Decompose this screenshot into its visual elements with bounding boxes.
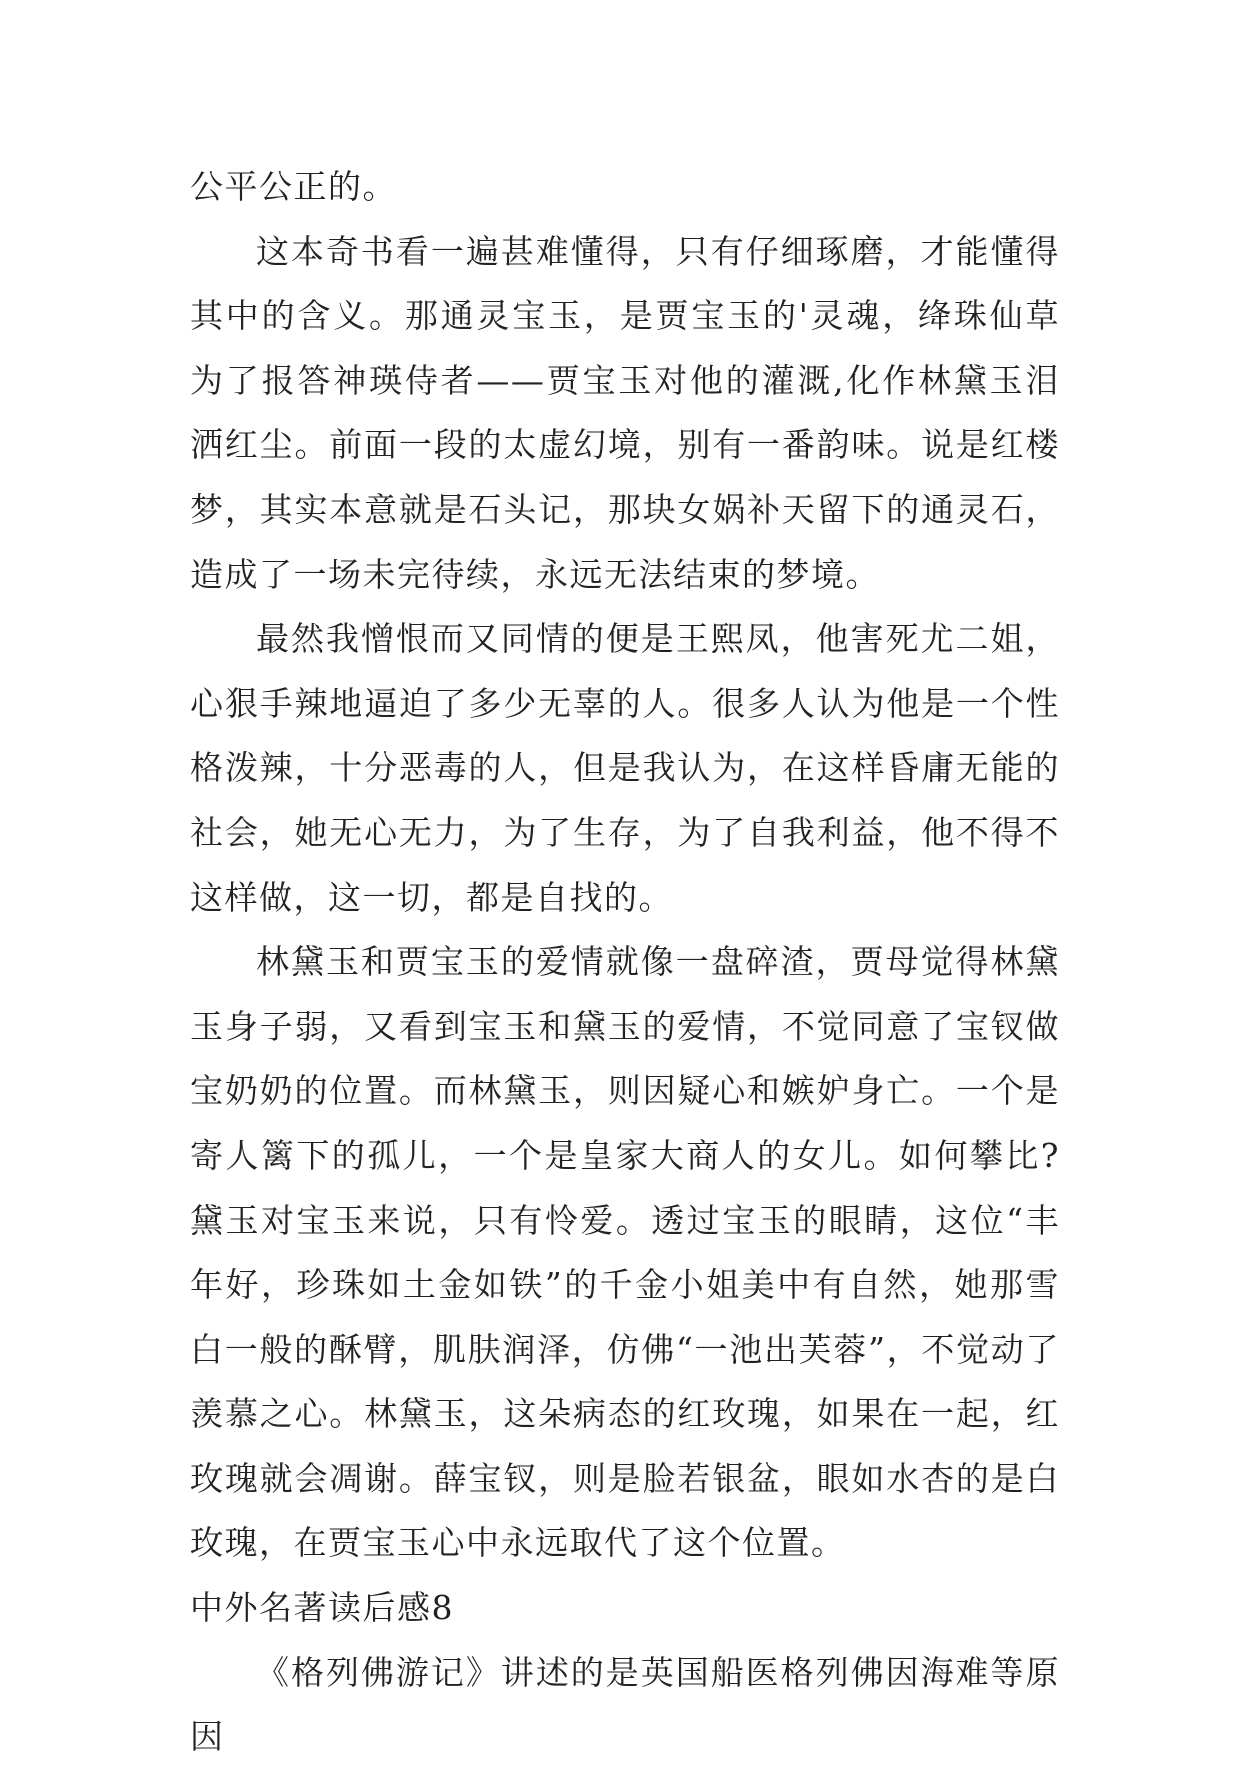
- paragraph-lin-daiyu: 林黛玉和贾宝玉的爱情就像一盘碎渣，贾母觉得林黛玉身子弱，又看到宝玉和黛玉的爱情，不觉同意了宝钗做宝奶奶的位置。而林黛玉，则因疑心和嫉妒身亡。一个是寄人篱下的孤儿，一个是皇家大商人的女儿。如何攀比?黛玉对宝玉来说，只有怜爱。透过宝玉的眼睛，这位“丰年好，珍珠如土金如铁”的千金小姐美中有自然，她那雪白一般的酥臂，肌肤润泽，仿佛“一池出芙蓉”，不觉动了羡慕之心。林黛玉，这朵病态的红玫瑰，如果在一起，红玫瑰就会凋谢。薛宝钗，则是脸若银盆，眼如水杏的是白玫瑰，在贾宝玉心中永远取代了这个位置。: [190, 942, 1060, 1563]
- document-body: [190, 155, 1060, 1770]
- paragraph-gulliver: 《格列佛游记》讲述的是英国船医格列佛因海难等原因: [190, 1652, 1060, 1757]
- paragraph-tongling-jade: 这本奇书看一遍甚难懂得，只有仔细琢磨，才能懂得其中的含义。那通灵宝玉，是贾宝玉的'灵魂，绛珠仙草为了报答神瑛侍者——贾宝玉对他的灌溉,化作林黛玉泪洒红尘。前面一段的太虚幻境，别有一番韵味。说是红楼梦，其实本意就是石头记，那块女娲补天留下的通灵石，造成了一场未完待续，永远无法结束的梦境。: [190, 231, 1060, 594]
- paragraph-wang-xifeng: 最然我憎恨而又同情的便是王熙凤，他害死尤二姐，心狠手辣地逼迫了多少无辜的人。很多人认为他是一个性格泼辣，十分恶毒的人，但是我认为，在这样昏庸无能的社会，她无心无力，为了生存，为了自我利益，他不得不这样做，这一切，都是自找的。: [190, 619, 1060, 917]
- paragraph-continuation: 公平公正的。: [190, 167, 397, 206]
- section-title: 中外名著读后感8: [190, 1588, 454, 1628]
